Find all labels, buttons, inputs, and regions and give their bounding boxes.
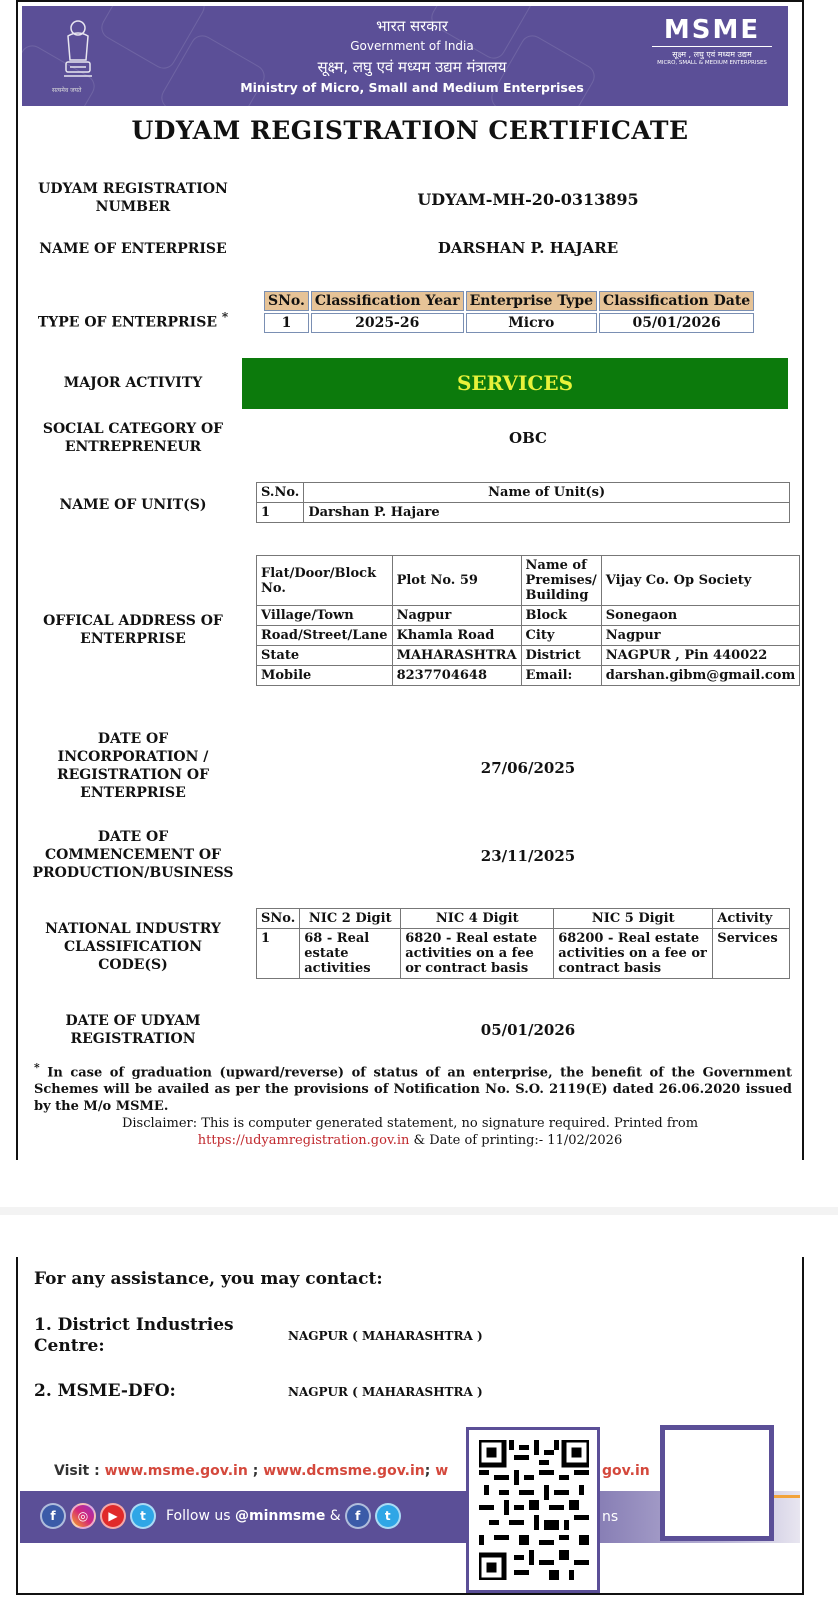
- note-text: In case of graduation (upward/reverse) of status of an enterprise, the benefit of the Government Schemes will be availed as per the provisions of Notification No. S.O. 2119(E) dated 26.06.2020 issued by the M/o MSME.: [34, 1065, 792, 1115]
- col-sno: S.No.: [257, 483, 304, 503]
- cell-value: 8237704648: [392, 666, 521, 686]
- cell-value: Khamla Road: [392, 626, 521, 646]
- cell-value: Plot No. 59: [392, 556, 521, 606]
- cell-classification-year: 2025-26: [311, 313, 464, 333]
- follow-text: [166, 1508, 341, 1524]
- enterprise-type-table: [262, 289, 756, 335]
- units-table: [256, 482, 790, 523]
- col-enterprise-type: Enterprise Type: [466, 291, 597, 311]
- type-label-text: TYPE OF ENTERPRISE: [37, 314, 218, 331]
- dcmsme-link[interactable]: www.dcmsme.gov.in: [263, 1463, 425, 1479]
- udyam-date-value: 05/01/2026: [480, 1021, 576, 1039]
- incorporation-date-value: 27/06/2025: [480, 759, 576, 777]
- col-sno: SNo.: [257, 909, 300, 929]
- follow-amp: &: [325, 1508, 341, 1524]
- social-links: [40, 1503, 401, 1529]
- cell-value: Sonegaon: [601, 606, 799, 626]
- cell-label: Flat/Door/Block No.: [257, 556, 393, 606]
- qr-code: [466, 1427, 600, 1593]
- national-emblem-icon: [56, 16, 100, 86]
- cell-label: District: [521, 646, 601, 666]
- printing-date: & Date of printing:- 11/02/2026: [409, 1133, 623, 1148]
- table-row: [257, 626, 800, 646]
- cell-label: Email:: [521, 666, 601, 686]
- table-row: [257, 556, 800, 606]
- note-asterisk: *: [34, 1061, 40, 1074]
- qr-code-icon: [479, 1440, 589, 1580]
- graduation-note: [34, 1059, 792, 1115]
- commencement-date-value: 23/11/2025: [480, 847, 576, 865]
- cell-label: Road/Street/Lane: [257, 626, 393, 646]
- units-label: NAME OF UNIT(S): [59, 497, 207, 513]
- twitter-icon[interactable]: t: [375, 1503, 401, 1529]
- msme-link[interactable]: www.msme.gov.in: [104, 1463, 248, 1479]
- col-classification-date: Classification Date: [599, 291, 754, 311]
- follow-end-text: ns: [602, 1509, 619, 1525]
- col-sno: SNo.: [264, 291, 309, 311]
- cell-label: Village/Town: [257, 606, 393, 626]
- nic-label: NATIONAL INDUSTRY CLASSIFICATION CODE(S): [45, 921, 221, 973]
- table-row: [257, 929, 790, 979]
- cell-value: Nagpur: [392, 606, 521, 626]
- commencement-date-label: DATE OF COMMENCEMENT OF PRODUCTION/BUSINESS: [32, 829, 234, 881]
- major-activity-label: MAJOR ACTIVITY: [63, 375, 203, 391]
- visit-label: Visit :: [54, 1463, 105, 1479]
- incorporation-date-label: DATE OF INCORPORATION / REGISTRATION OF ENTERPRISE: [56, 731, 210, 801]
- table-row: [257, 503, 790, 523]
- follow-label: Follow us: [166, 1508, 235, 1524]
- header-titles: [202, 16, 622, 98]
- cell-nic-2: 68 - Real estate activities: [300, 929, 401, 979]
- dic-label: 1. District Industries Centre:: [34, 1315, 234, 1356]
- col-classification-year: Classification Year: [311, 291, 464, 311]
- cell-label: City: [521, 626, 601, 646]
- cell-sno: 1: [257, 929, 300, 979]
- major-activity-value: SERVICES: [242, 358, 788, 409]
- assistance-heading: For any assistance, you may contact:: [34, 1269, 383, 1289]
- col-nic-5: NIC 5 Digit: [554, 909, 713, 929]
- page-separator: [0, 1207, 838, 1215]
- msme-logo: [652, 16, 772, 66]
- separator: ;: [424, 1463, 431, 1479]
- disclaimer-line2: [18, 1132, 802, 1149]
- visit-links: [54, 1463, 448, 1479]
- table-row: [257, 646, 800, 666]
- follow-handle[interactable]: @minmsme: [234, 1508, 326, 1524]
- facebook-icon[interactable]: f: [40, 1503, 66, 1529]
- cell-unit-name: Darshan P. Hajare: [304, 503, 790, 523]
- dfo-label: 2. MSME-DFO:: [34, 1381, 176, 1401]
- table-row: [257, 666, 800, 686]
- email-value: darshan.gibm@gmail.com: [601, 666, 799, 686]
- udyam-date-label: DATE OF UDYAM REGISTRATION: [65, 1013, 201, 1047]
- certificate-title: UDYAM REGISTRATION CERTIFICATE: [131, 116, 689, 145]
- udyam-registration-link[interactable]: https://udyamregistration.gov.in: [197, 1133, 410, 1148]
- table-row: [264, 313, 754, 333]
- enterprise-name-value: DARSHAN P. HAJARE: [437, 239, 619, 257]
- ministry-name: Ministry of Micro, Small and Medium Enterprises: [240, 80, 584, 95]
- cell-value: Vijay Co. Op Society: [601, 556, 799, 606]
- cell-nic-4: 6820 - Real estate activities on a fee or contract basis: [401, 929, 554, 979]
- cell-value: MAHARASHTRA: [392, 646, 521, 666]
- msme-logo-hindi: सूक्ष्म , लघु एवं मध्यम उद्यम: [652, 46, 772, 60]
- photo-placeholder: [660, 1425, 774, 1541]
- dfo-value: NAGPUR ( MAHARASHTRA ): [288, 1385, 483, 1399]
- disclaimer-line1: Disclaimer: This is computer generated statement, no signature required. Printed from: [121, 1116, 699, 1131]
- emblem-caption: सत्यमेव जयते: [52, 87, 82, 94]
- cell-nic-5: 68200 - Real estate activities on a fee or contract basis: [554, 929, 713, 979]
- reg-number-value: UDYAM-MH-20-0313895: [417, 190, 639, 209]
- youtube-icon[interactable]: ▶: [100, 1503, 126, 1529]
- msme-logo-english: MICRO, SMALL & MEDIUM ENTERPRISES: [657, 60, 767, 66]
- cell-enterprise-type: Micro: [466, 313, 597, 333]
- hindi-government: भारत सरकार: [376, 17, 448, 35]
- table-header-row: [257, 909, 790, 929]
- address-label: OFFICAL ADDRESS OF ENTERPRISE: [43, 613, 223, 647]
- third-link-start[interactable]: w: [430, 1463, 449, 1479]
- third-link-end[interactable]: gov.in: [602, 1463, 650, 1479]
- cell-activity: Services: [713, 929, 790, 979]
- address-table: [256, 555, 800, 686]
- reg-number-label: UDYAM REGISTRATION NUMBER: [38, 181, 228, 215]
- nic-table: [256, 908, 790, 979]
- cell-label: State: [257, 646, 393, 666]
- cell-sno: 1: [257, 503, 304, 523]
- facebook-icon[interactable]: f: [345, 1503, 371, 1529]
- enterprise-name-label: NAME OF ENTERPRISE: [39, 241, 227, 257]
- table-header-row: [264, 291, 754, 311]
- disclaimer: [18, 1115, 802, 1149]
- instagram-icon[interactable]: ◎: [70, 1503, 96, 1529]
- government-of-india: Government of India: [350, 39, 474, 53]
- contact-page: [16, 1257, 804, 1595]
- cell-sno: 1: [264, 313, 309, 333]
- table-row: [257, 606, 800, 626]
- certificate-page: [16, 0, 804, 1160]
- col-activity: Activity: [713, 909, 790, 929]
- cell-label: Mobile: [257, 666, 393, 686]
- social-category-label: SOCIAL CATEGORY OF ENTREPRENEUR: [42, 421, 224, 455]
- separator: ;: [247, 1463, 264, 1479]
- twitter-icon[interactable]: t: [130, 1503, 156, 1529]
- cell-value: Nagpur: [601, 626, 799, 646]
- header-banner: [22, 6, 788, 106]
- accent-line: [770, 1495, 800, 1498]
- hindi-ministry: सूक्ष्म, लघु एवं मध्यम उद्यम मंत्रालय: [317, 58, 507, 76]
- msme-logo-word: MSME: [663, 15, 761, 45]
- type-of-enterprise-label: [28, 308, 238, 332]
- social-category-value: OBC: [509, 429, 547, 447]
- cell-value: NAGPUR , Pin 440022: [601, 646, 799, 666]
- cell-label: Block: [521, 606, 601, 626]
- asterisk: *: [221, 310, 229, 324]
- cell-classification-date: 05/01/2026: [599, 313, 754, 333]
- col-unit-name: Name of Unit(s): [304, 483, 790, 503]
- cell-label: Name of Premises/ Building: [521, 556, 601, 606]
- dic-value: NAGPUR ( MAHARASHTRA ): [288, 1329, 483, 1343]
- table-header-row: [257, 483, 790, 503]
- col-nic-2: NIC 2 Digit: [300, 909, 401, 929]
- col-nic-4: NIC 4 Digit: [401, 909, 554, 929]
